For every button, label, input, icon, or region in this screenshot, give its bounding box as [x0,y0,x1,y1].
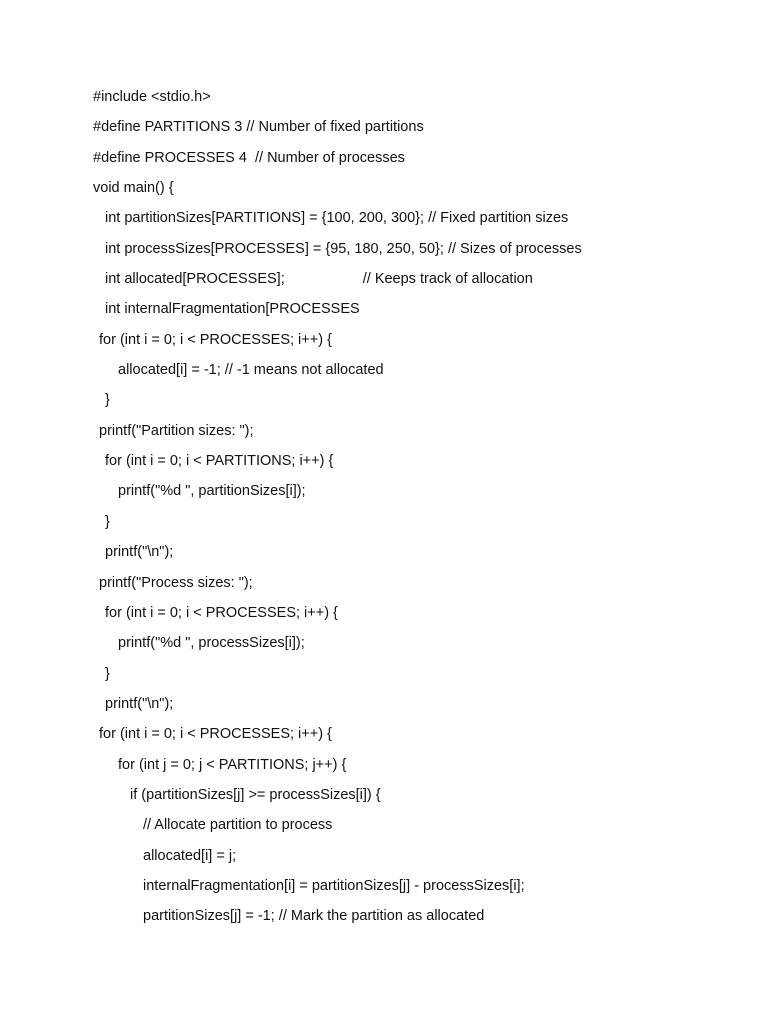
code-line: // Allocate partition to process [143,817,333,834]
code-line: } [105,665,110,682]
code-line: } [105,392,110,409]
code-line [93,269,582,299]
code-line: printf("Partition sizes: "); [99,422,254,439]
code-listing [93,87,582,937]
code-line: for (int i = 0; i < PROCESSES; i++) { [105,604,338,621]
code-line: allocated[i] = j; [143,847,237,864]
code-line: for (int i = 0; i < PARTITIONS; i++) { [105,453,334,470]
code-line: for (int j = 0; j < PARTITIONS; j++) { [118,756,347,773]
code-line: printf("\n"); [105,695,174,712]
code-line: #define PARTITIONS 3 // Number of fixed partitions [93,119,424,136]
code-line: printf("%d ", partitionSizes[i]); [118,483,306,500]
code-line: internalFragmentation[i] = partitionSizes[j] - processSizes[i]; [143,877,525,894]
code-line: int internalFragmentation[PROCESSES [105,301,360,318]
code-line: } [105,513,110,530]
code-line: int partitionSizes[PARTITIONS] = {100, 200, 300}; // Fixed partition sizes [105,210,569,227]
code-line: for (int i = 0; i < PROCESSES; i++) { [99,331,332,348]
code-line: void main() { [93,180,174,197]
code-text: int allocated[PROCESSES]; [105,271,285,288]
code-line: partitionSizes[j] = -1; // Mark the partition as allocated [143,908,485,925]
code-line: #define PROCESSES 4 // Number of processes [93,149,405,166]
code-line: printf("\n"); [105,544,174,561]
code-line: allocated[i] = -1; // -1 means not allocated [118,362,384,379]
code-line: if (partitionSizes[j] >= processSizes[i]) { [130,786,381,803]
code-line: printf("%d ", processSizes[i]); [118,635,305,652]
code-line: for (int i = 0; i < PROCESSES; i++) { [99,726,332,743]
code-comment: // Keeps track of allocation [362,271,533,288]
code-line: printf("Process sizes: "); [99,574,253,591]
code-line: int processSizes[PROCESSES] = {95, 180, 250, 50}; // Sizes of processes [105,240,582,257]
code-line: #include <stdio.h> [93,89,211,105]
